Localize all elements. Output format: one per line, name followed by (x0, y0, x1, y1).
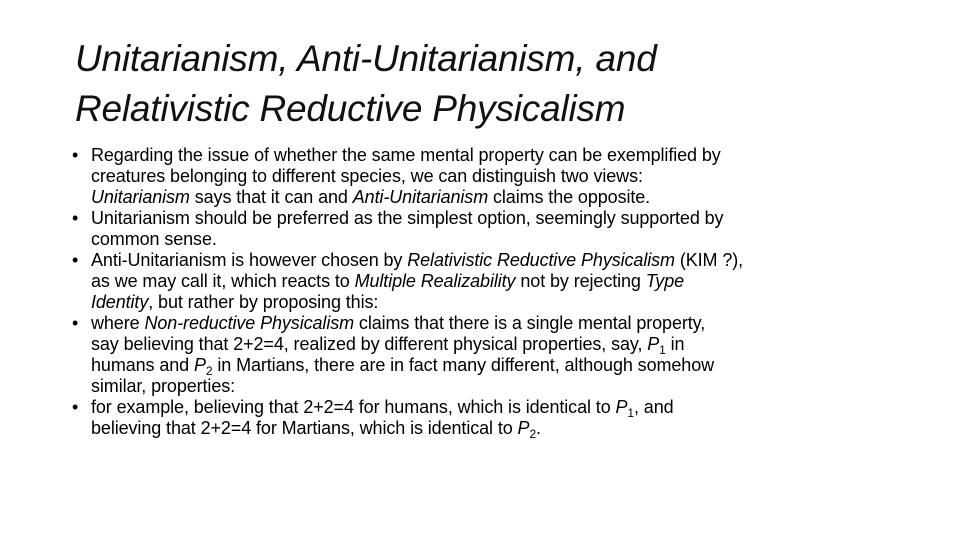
text-run: (KIM ?), (674, 250, 744, 270)
bullet-line (91, 250, 902, 271)
italic-text: Non-reductive Physicalism (144, 313, 355, 333)
bullet-line (91, 418, 902, 439)
text-run: where (91, 313, 145, 333)
text-run: in Martians, there are in fact many different, although somehow (212, 355, 715, 375)
text-run: say believing that 2+2=4, realized by different physical properties, say, (91, 334, 648, 354)
bullet-item (72, 250, 902, 313)
bullet-line (91, 334, 902, 355)
text-run: in (665, 334, 685, 354)
subscript: 2 (529, 427, 537, 441)
text-run: claims that there is a single mental property, (354, 313, 706, 333)
slide-title (75, 34, 895, 134)
italic-text: P (647, 334, 660, 354)
text-run: for example, believing that 2+2=4 for humans, which is identical to (91, 397, 616, 417)
text-run: as we may call it, which reacts to (91, 271, 355, 291)
bullet-line (91, 313, 902, 334)
text-run: similar, properties: (91, 376, 236, 396)
bullet-item (72, 313, 902, 397)
subscript: 2 (205, 364, 213, 378)
text-run: common sense. (91, 229, 217, 249)
slide-title-line-1: Unitarianism, Anti-Unitarianism, and (75, 38, 657, 79)
bullet-dot: • (72, 313, 79, 333)
italic-text: P (615, 397, 628, 417)
bullet-line (91, 292, 902, 313)
text-run: , but rather by proposing this: (148, 292, 379, 312)
italic-text: P (193, 355, 206, 375)
italic-text: Relativistic Reductive Physicalism (407, 250, 675, 270)
bullet-item (72, 208, 902, 250)
text-run: humans and (91, 355, 194, 375)
bullet-line (91, 271, 902, 292)
bullet-dot: • (72, 397, 79, 417)
bullet-dot: • (72, 208, 79, 228)
bullet-list (72, 145, 902, 439)
text-run: claims the opposite. (488, 187, 651, 207)
bullet-line (91, 229, 902, 250)
bullet-line (91, 376, 902, 397)
text-run: . (536, 418, 541, 438)
bullet-line (91, 187, 902, 208)
italic-text: Unitarianism (91, 187, 190, 207)
italic-text: Identity (91, 292, 149, 312)
text-run: Unitarianism should be preferred as the simplest option, seemingly supported by (91, 208, 724, 228)
italic-text: Anti-Unitarianism (352, 187, 489, 207)
subscript: 1 (627, 406, 634, 420)
bullet-line (91, 208, 902, 229)
text-run: Anti-Unitarianism is however chosen by (91, 250, 408, 270)
text-run: not by rejecting (515, 271, 646, 291)
text-run: , and (633, 397, 674, 417)
subscript: 1 (659, 343, 666, 357)
text-run: Regarding the issue of whether the same mental property can be exemplified by (91, 145, 721, 165)
italic-text: Multiple Realizability (354, 271, 516, 291)
italic-text: P (517, 418, 530, 438)
text-run: believing that 2+2=4 for Martians, which is identical to (91, 418, 518, 438)
bullet-dot: • (72, 250, 79, 270)
bullet-line (91, 355, 902, 376)
slide-title-line-2: Relativistic Reductive Physicalism (75, 88, 626, 129)
bullet-line (91, 397, 902, 418)
bullet-item (72, 397, 902, 439)
bullet-dot: • (72, 145, 79, 165)
bullet-item (72, 145, 902, 208)
text-run: says that it can and (189, 187, 353, 207)
bullet-line (91, 166, 902, 187)
italic-text: Type (645, 271, 685, 291)
bullet-line (91, 145, 902, 166)
text-run: creatures belonging to different species, we can distinguish two views: (91, 166, 643, 186)
